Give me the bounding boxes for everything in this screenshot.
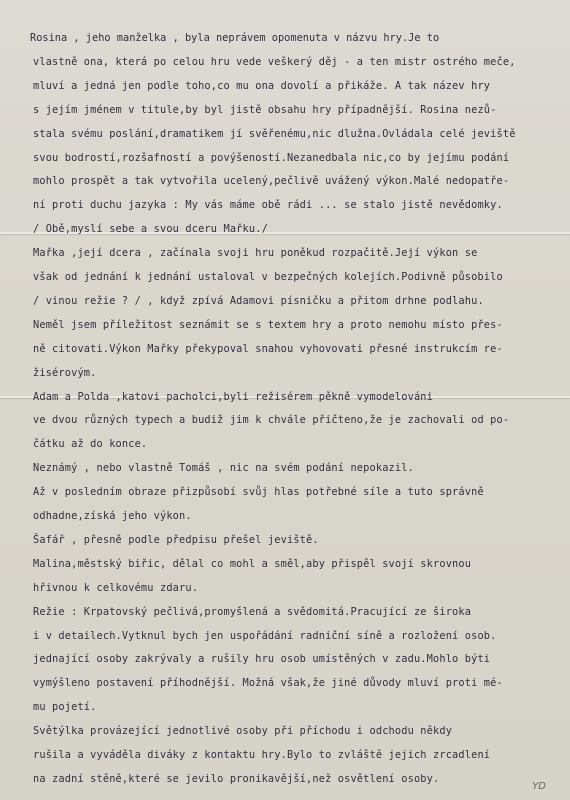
text-line: ní proti duchu jazyka : My vás máme obě rádi ... se stalo jistě nevědomky. — [33, 199, 503, 211]
text-line: rušila a vyváděla diváky z kontaktu hry.Bylo to zvláště jejich zrcadlení — [33, 749, 491, 761]
text-line: Neměl jsem příležitost seznámit se s textem hry a proto nemohu místo přes- — [33, 319, 503, 331]
text-line: Adam a Polda ,katovi pacholci,byli režisérem pěkně vymodelováni — [33, 391, 434, 403]
text-line: / Obě,myslí sebe a svou dceru Mařku./ — [33, 223, 268, 235]
text-line: mluví a jedná jen podle toho,co mu ona dovolí a přikáže. A tak název hry — [33, 80, 491, 92]
text-line: ně citovati.Výkon Mařky překypoval snahou vyhovovati přesné instrukcím re- — [33, 343, 503, 355]
text-line: žisérovým. — [33, 367, 97, 379]
text-line: Šafář , přesně podle předpisu přešel jeviště. — [33, 534, 319, 546]
corner-initials: YD — [532, 781, 546, 792]
text-line: / vinou režie ? / , když zpívá Adamovi písničku a přitom drhne podlahu. — [33, 295, 484, 307]
text-line: stala svému poslání,dramatikem jí svěřenému,nic dlužna.Ovládala celé jeviště — [33, 128, 516, 140]
text-line: Rosina , jeho manželka , byla neprávem opomenuta v názvu hry.Je to — [30, 32, 440, 44]
text-line: odhadne,získá jeho výkon. — [33, 510, 192, 522]
text-line: svou bodrostí,rozšafností a povýšeností.Nezanedbala nic,co by jejímu podání — [33, 152, 510, 164]
text-line: na zadní stěně,které se jevilo pronikavější,než osvětlení osoby. — [33, 773, 440, 785]
text-line: však od jednání k jednání ustaloval v bezpečných kolejích.Podivně působilo — [33, 271, 503, 283]
text-line: Až v posledním obraze přizpůsobí svůj hlas potřebné síle a tuto správně — [33, 486, 484, 498]
text-line: Světýlka provázející jednotlivé osoby při příchodu i odchodu někdy — [33, 725, 453, 737]
text-line: mu pojetí. — [33, 701, 97, 713]
text-line: čátku až do konce. — [33, 438, 148, 450]
text-line: vymýšleno postavení příhodnější. Možná však,že jiné důvody mluví proti mé- — [33, 677, 503, 689]
text-line: jednající osoby zakrývaly a rušily hru osob umístěných v zadu.Mohlo býti — [33, 653, 491, 665]
text-line: Mařka ,její dcera , začínala svoji hru poněkud rozpačitě.Její výkon se — [33, 247, 478, 259]
text-line: ve dvou různých typech a budiž jim k chvále přičteno,že je zachovali od po- — [33, 414, 510, 426]
text-line: Režie : Krpatovský pečlivá,promyšlená a svědomitá.Pracující ze široka — [33, 606, 472, 618]
text-line: Neznámý , nebo vlastně Tomáš , nic na svém podání nepokazil. — [33, 462, 414, 474]
text-line: hřivnou k celkovému zdaru. — [33, 582, 199, 594]
text-line: s jejím jménem v titule,by byl jistě obsahu hry případnější. Rosina nezů- — [33, 104, 497, 116]
text-line: vlastně ona, která po celou hru vede veškerý děj - a ten mistr ostrého meče, — [33, 56, 516, 68]
text-line: mohlo prospět a tak vytvořila ucelený,pečlivě uvážený výkon.Malé nedopatře- — [33, 175, 510, 187]
text-line: Malina,městský biřic, dělal co mohl a směl,aby přispěl svojí skrovnou — [33, 558, 472, 570]
text-line: i v detailech.Vytknul bych jen uspořádání radniční síně a rozložení osob. — [33, 630, 497, 642]
